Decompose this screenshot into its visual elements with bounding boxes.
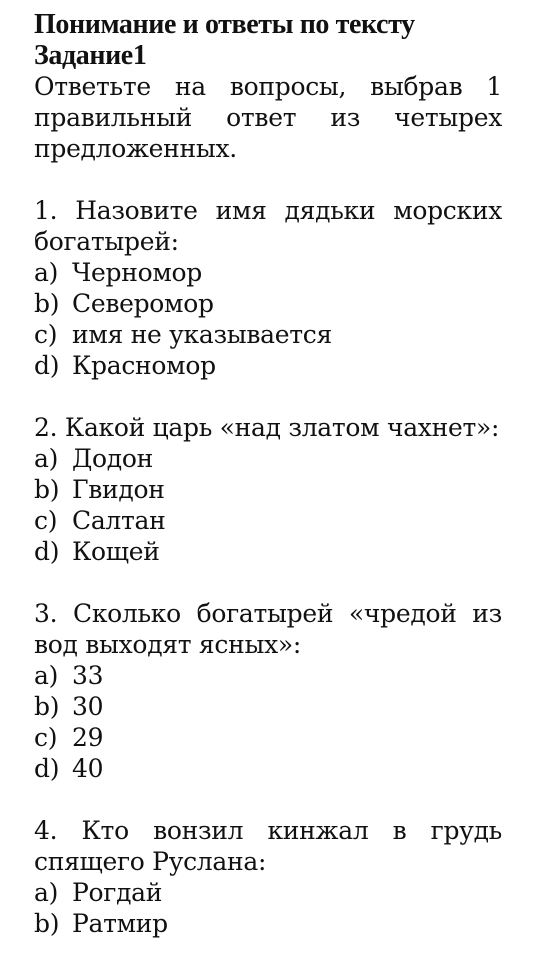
option-text: Кощей [72,537,160,566]
option-text: Красномор [72,351,216,380]
answer-option [34,908,502,939]
option-text: 30 [72,692,104,721]
question-text: 1. Назовите имя дядьки морских богатырей: [34,196,502,256]
option-letter: a) [34,444,59,473]
option-letter: c) [34,506,58,535]
document-page [34,9,502,939]
answer-option [34,257,502,288]
option-text: Гвидон [72,475,165,504]
answer-option [34,660,502,691]
question-4 [34,815,502,939]
spacer [34,567,502,598]
answer-option [34,753,502,784]
option-text: Ратмир [72,909,168,938]
answer-option [34,443,502,474]
option-letter: c) [34,320,58,349]
answer-option [34,505,502,536]
question-text: 2. Какой царь «над златом чахнет»: [34,413,500,442]
question-2 [34,412,502,567]
option-letter: d) [34,537,60,566]
option-text: 40 [72,754,104,783]
answer-option [34,877,502,908]
task-heading: Задание1 [34,40,147,71]
option-letter: d) [34,754,60,783]
spacer [34,381,502,412]
option-text: Черномор [72,258,202,287]
option-text: Рогдай [72,878,163,907]
question-1 [34,195,502,381]
document-title: Понимание и ответы по тексту [34,9,415,40]
answer-option [34,474,502,505]
option-letter: b) [34,909,60,938]
answer-option [34,319,502,350]
option-letter: a) [34,258,59,287]
spacer [34,784,502,815]
option-text: 29 [72,723,104,752]
option-letter: d) [34,351,60,380]
option-text: Салтан [72,506,166,535]
answer-option [34,288,502,319]
option-letter: a) [34,661,59,690]
option-text: имя не указывается [72,320,332,349]
option-text: 33 [72,661,104,690]
instruction-text: Ответьте на вопросы, выбрав 1 правильный ответ из четырех предложенных. [34,72,502,163]
option-letter: c) [34,723,58,752]
question-3 [34,598,502,784]
option-text: Додон [72,444,153,473]
option-letter: b) [34,475,60,504]
spacer [34,164,502,195]
option-letter: a) [34,878,59,907]
option-letter: b) [34,692,60,721]
question-text: 4. Кто вонзил кинжал в грудь спящего Руслана: [34,816,502,876]
question-text: 3. Сколько богатырей «чредой из вод выходят ясных»: [34,599,502,659]
answer-option [34,536,502,567]
answer-option [34,722,502,753]
answer-option [34,691,502,722]
answer-option [34,350,502,381]
option-letter: b) [34,289,60,318]
option-text: Северомор [72,289,214,318]
